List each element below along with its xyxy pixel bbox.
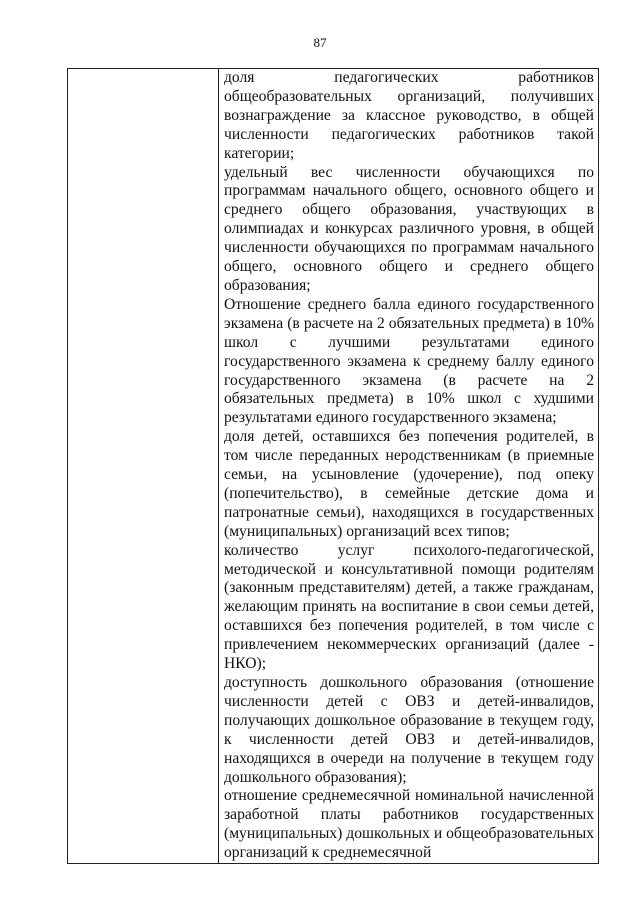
document-table — [67, 68, 599, 864]
paragraph: удельный вес численности обучающихся по программам начального общего, основного общего и среднего общего образования, участвующих в олимпиадах и конкурсах различного уровня, в общей численности обучающихся по программам начального общего, основного общего и среднего общего образования; — [224, 163, 594, 294]
paragraph: доля детей, оставшихся без попечения родителей, в том числе переданных неродственникам (в приемные семьи, на усыновление (удочерение), под опеку (попечительство), в семейные детские дома и патронатные семьи), находящихся в государственных (муниципальных) организаций всех типов; — [224, 428, 594, 540]
table-cell-right — [219, 69, 599, 864]
paragraph: доступность дошкольного образования (отношение численности детей с ОВЗ и детей-инвалидов, получающих дошкольное образование в текущем году, к численности детей ОВЗ и детей-инвалидов, находящихся в очереди на получение в текущем году дошкольного образования); — [224, 674, 594, 786]
paragraph: доля педагогических работников общеобразовательных организаций, получивших вознаграждение за классное руководство, в общей численности педагогических работников такой категории; — [224, 69, 594, 162]
paragraph: количество услуг психолого-педагогической, методической и консультативной помощи родителям (законным представителям) детей, а также гражданам, желающим принять на воспитание в свои семьи детей, оставшихся без попечения родителей, в том числе с привлечением некоммерческих организаций (далее - НКО); — [224, 541, 594, 673]
table-row — [68, 69, 599, 864]
page-number: 87 — [313, 35, 327, 50]
table-cell-left — [68, 69, 219, 864]
paragraph: отношение среднемесячной номинальной начисленной заработной платы работников государственных (муниципальных) дошкольных и общеобразовательных организаций к среднемесячной — [224, 787, 594, 862]
paragraph: Отношение среднего балла единого государственного экзамена (в расчете на 2 обязательных предмета) в 10% школ с лучшими результатами единого государственного экзамена к среднему баллу единого государственного экзамена (в расчете на 2 обязательных предмета) в 10% школ с худшими результатами единого государственного экзамена; — [224, 295, 594, 427]
